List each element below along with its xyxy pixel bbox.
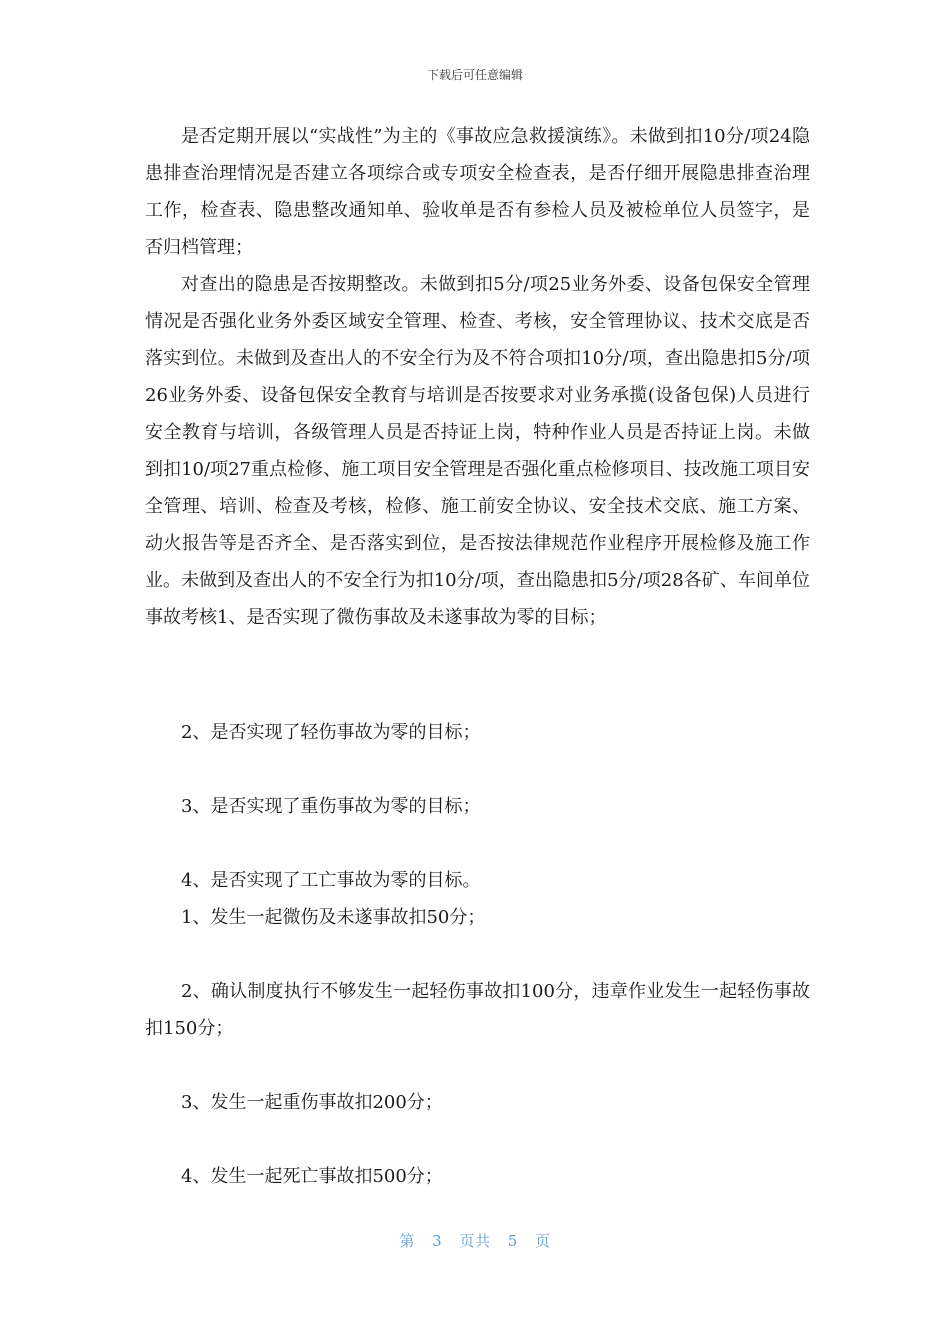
- list-item-goal-4: [145, 862, 810, 899]
- footer-label-ye: 页: [535, 1232, 551, 1250]
- footer-page-number: 3: [432, 1232, 443, 1250]
- paragraph-5: 4、是否实现了工亡事故为零的目标。: [181, 870, 481, 891]
- list-item-goal-2: [145, 714, 810, 751]
- document-body-2: [145, 266, 810, 636]
- paragraph-8: 3、发生一起重伤事故扣200分；: [181, 1092, 443, 1113]
- page-footer: [0, 1230, 950, 1251]
- paragraph-1: 是否定期开展以“实战性”为主的《事故应急救援演练》。未做到扣10分/项24隐患排查治理情况是否建立各项综合或专项安全检查表，是否仔细开展隐患排查治理工作，检查表、隐患整改通知单、验收单是否有参检人员及被检单位人员签字，是否归档管理；: [145, 126, 810, 258]
- footer-label-ye-gong: 页共: [459, 1232, 491, 1250]
- list-item-penalty-2: [145, 973, 810, 1047]
- paragraph-7: 2、确认制度执行不够发生一起轻伤事故扣100分，违章作业发生一起轻伤事故扣150分；: [145, 981, 810, 1039]
- document-body: [145, 118, 810, 266]
- page-header: 下载后可任意编辑: [426, 68, 523, 82]
- paragraph-3: 2、是否实现了轻伤事故为零的目标；: [181, 722, 481, 743]
- footer-label-di: 第: [399, 1232, 415, 1250]
- list-item-penalty-1: [145, 899, 810, 936]
- list-item-penalty-4: [145, 1158, 810, 1195]
- list-item-goal-3: [145, 788, 810, 825]
- paragraph-9: 4、发生一起死亡事故扣500分；: [181, 1166, 443, 1187]
- paragraph-2: 对查出的隐患是否按期整改。未做到扣5分/项25业务外委、设备包保安全管理情况是否强化业务外委区域安全管理、检查、考核，安全管理协议、技术交底是否落实到位。未做到及查出人的不安全行为及不符合项扣10分/项，查出隐患扣5分/项26业务外委、设备包保安全教育与培训是否按要求对业务承揽(设备包保)人员进行安全教育与培训，各级管理人员是否持证上岗，特种作业人员是否持证上岗。未做到扣10/项27重点检修、施工项目安全管理是否强化重点检修项目、技改施工项目安全管理、培训、检查及考核，检修、施工前安全协议、安全技术交底、施工方案、动火报告等是否齐全、是否落实到位，是否按法律规范作业程序开展检修及施工作业。未做到及查出人的不安全行为扣10分/项，查出隐患扣5分/项28各矿、车间单位事故考核1、是否实现了微伤事故及未遂事故为零的目标；: [145, 274, 810, 628]
- paragraph-4: 3、是否实现了重伤事故为零的目标；: [181, 796, 481, 817]
- paragraph-6: 1、发生一起微伤及未遂事故扣50分；: [181, 907, 486, 928]
- footer-total-pages: 5: [507, 1232, 518, 1250]
- list-item-penalty-3: [145, 1084, 810, 1121]
